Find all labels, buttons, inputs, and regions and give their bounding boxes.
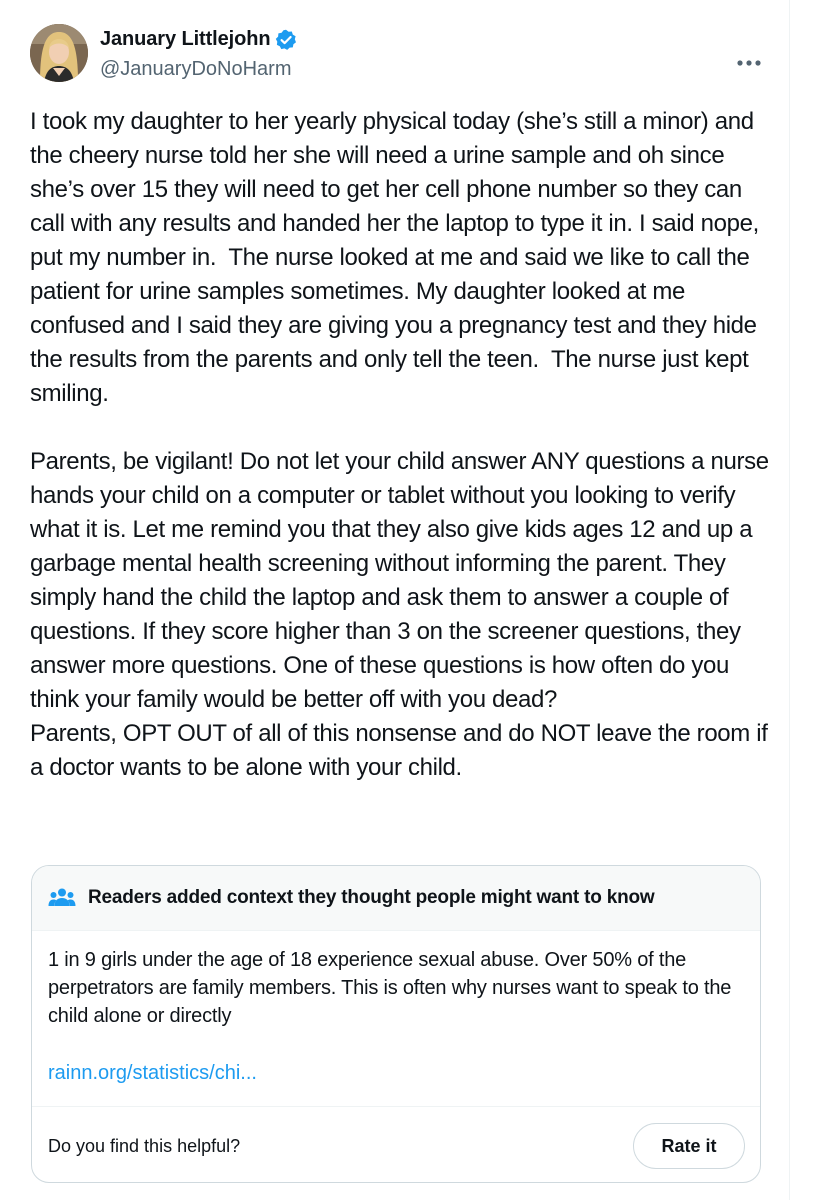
author-name-row bbox=[100, 28, 297, 51]
tweet-paragraph-2: Parents, be vigilant! Do not let your child answer ANY questions a nurse hands your child on a computer or tablet without you looking to verify what it is. Let me remind you that they also give kids ages 12 and up a garbage mental health screening without informing the parent. They simply hand the child the laptop and ask them to answer a couple of questions. If they score higher than 3 on the screener questions, they answer more questions. One of these questions is how often do you think your family would be better off with you dead? Parents, OPT OUT of all of this nonsense and do NOT leave the room if a doctor wants to be alone with your child. bbox=[30, 448, 769, 781]
author-name[interactable]: January Littlejohn bbox=[100, 28, 271, 50]
community-note bbox=[31, 865, 761, 1183]
author-handle[interactable]: @JanuaryDoNoHarm bbox=[100, 58, 292, 80]
divider bbox=[32, 1106, 760, 1107]
community-note-body: 1 in 9 girls under the age of 18 experience sexual abuse. Over 50% of the perpetrators are family members. This is often why nurses want to speak to the child alone or directly bbox=[48, 949, 732, 1027]
avatar-photo bbox=[30, 24, 88, 82]
people-icon bbox=[48, 886, 76, 910]
more-horizontal-icon[interactable] bbox=[736, 54, 762, 62]
timeline-border bbox=[789, 0, 790, 1200]
author-avatar[interactable] bbox=[30, 24, 88, 82]
tweet-paragraph-1: I took my daughter to her yearly physical today (she’s still a minor) and the cheery nurse told her she will need a urine sample and oh since she’s over 15 they will need to get her cell phone number so they can call with any results and handed her the laptop to type it in. I said nope, put my number in. The nurse looked at me and said we like to call the patient for urine samples sometimes. My daughter looked at me confused and I said they are giving you a pregnancy test and they hide the results from the parents and only tell the teen. The nurse just kept smiling. bbox=[30, 108, 766, 407]
helpful-prompt: Do you find this helpful? bbox=[48, 1136, 241, 1156]
verified-badge-icon[interactable] bbox=[275, 29, 297, 51]
tweet-text bbox=[30, 105, 770, 785]
community-note-header bbox=[32, 866, 760, 931]
tweet-header bbox=[30, 24, 770, 86]
community-note-title: Readers added context they thought people might want to know bbox=[88, 887, 655, 908]
rate-it-button[interactable]: Rate it bbox=[633, 1123, 745, 1169]
community-note-source-link[interactable]: rainn.org/statistics/chi... bbox=[48, 1062, 257, 1084]
